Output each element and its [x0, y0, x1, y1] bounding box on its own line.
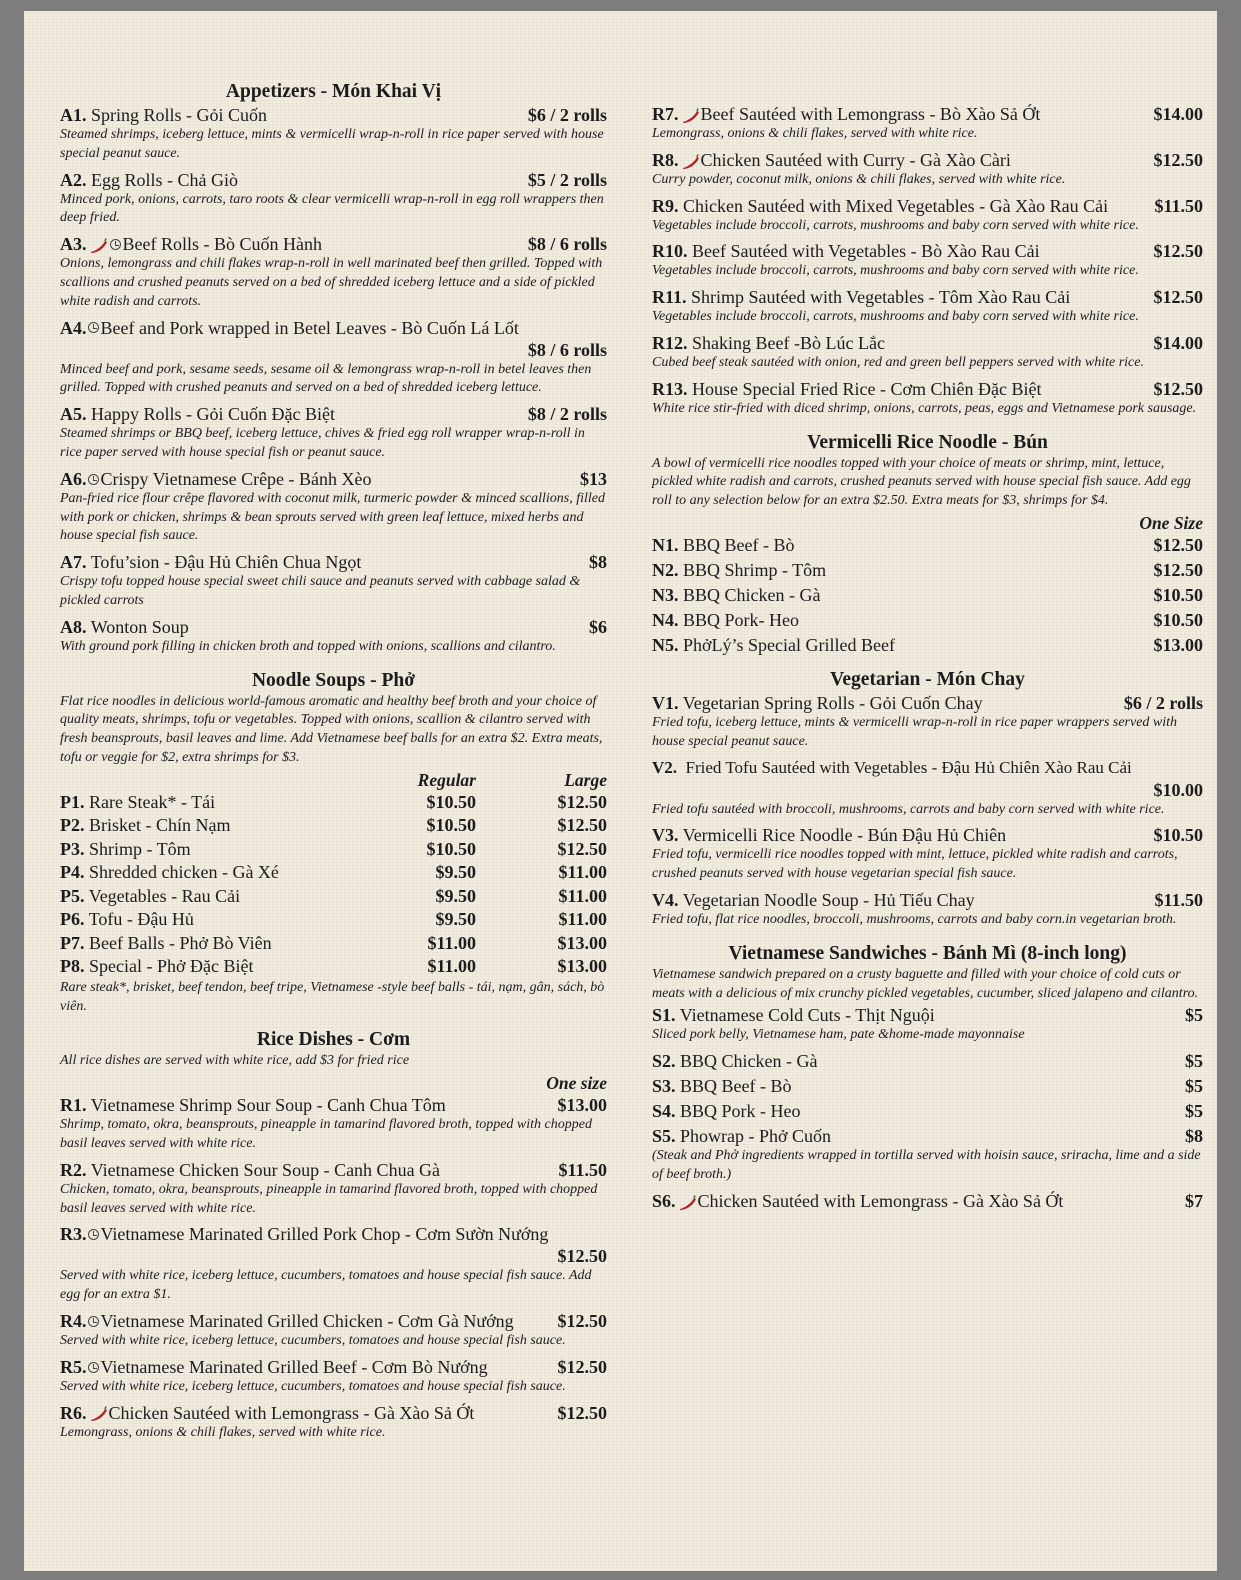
item-price: $8 [1185, 1126, 1203, 1147]
menu-item [652, 889, 1203, 930]
item-description: Vegetables include broccoli, carrots, mushrooms and baby corn served with white rice. [652, 217, 1139, 233]
menu-item [652, 195, 1203, 236]
item-name: BBQ Pork - Heo [680, 1101, 801, 1122]
item-code: P2. [60, 815, 85, 836]
item-name: Egg Rolls - Chả Giò [91, 169, 238, 190]
item-name: BBQ Pork- Heo [683, 609, 799, 630]
menu-item [652, 1190, 1203, 1212]
menu-item [652, 634, 1203, 656]
item-description: Cubed beef steak sautéed with onion, red and green bell peppers served with white rice. [652, 354, 1144, 370]
item-description: Lemongrass, onions & chili flakes, served with white rice. [652, 126, 978, 141]
item-code: S3. [652, 1076, 676, 1097]
item-code: P1. [60, 791, 85, 812]
menu-item [652, 1075, 1203, 1097]
item-code: R10. [652, 241, 688, 262]
item-name: PhởLý’s Special Grilled Beef [683, 634, 895, 655]
menu-item [652, 286, 1203, 327]
item-name: Beef Sautéed with Vegetables - Bò Xào Rau Cải [692, 241, 1040, 262]
item-code: V3. [652, 825, 679, 846]
size-label: One Size [1139, 512, 1203, 533]
item-code: R11. [652, 287, 687, 308]
item-price: $5 [1185, 1101, 1203, 1122]
item-code: V4. [652, 889, 679, 910]
item-name: BBQ Shrimp - Tôm [683, 559, 827, 580]
item-code: P7. [60, 932, 85, 953]
price-large: $11.00 [558, 885, 607, 906]
menu-page [24, 11, 1217, 1571]
menu-item [652, 1050, 1203, 1072]
menu-item [652, 1100, 1203, 1122]
price-regular: $10.50 [426, 815, 476, 836]
item-name: Beef and Pork wrapped in Betel Leaves - Bò Cuốn Lá Lốt [100, 317, 519, 338]
pho-row [60, 838, 607, 862]
item-price: $12.50 [557, 1246, 607, 1267]
item-description: Chicken, tomato, okra, beansprouts, pineapple in tamarind flavored broth, topped with chopped basil leaves served with white rice. [60, 1181, 598, 1216]
item-price: $8 / 2 rolls [527, 404, 607, 425]
item-price: $12.50 [1153, 559, 1203, 580]
item-price: $5 [1185, 1076, 1203, 1097]
item-code: R4. [60, 1310, 87, 1331]
item-name: Shaking Beef -Bò Lúc Lắc [692, 332, 885, 353]
item-price: $5 [1185, 1051, 1203, 1072]
item-name: Chicken Sautéed with Curry - Gà Xào Càri [700, 149, 1011, 170]
section-title: Vermicelli Rice Noodle - Bún [807, 431, 1048, 453]
item-description: Served with white rice, iceberg lettuce, cucumbers, tomatoes and house special fish sauce. [60, 1332, 566, 1348]
price-regular: $10.50 [426, 791, 476, 812]
grilled-icon [88, 474, 99, 485]
item-name: Spring Rolls - Gỏi Cuốn [91, 105, 268, 125]
item-name: Chicken Sautéed with Mixed Vegetables - Gà Xào Rau Cải [683, 195, 1109, 216]
item-code: A7. [60, 552, 87, 573]
item-description: Steamed shrimps or BBQ beef, iceberg lettuce, chives & fried egg roll wrapper wrap-n-roll in rice paper served with house special fish or peanut sauce. [60, 426, 585, 460]
grilled-icon [88, 1362, 99, 1373]
item-name: Shrimp Sautéed with Vegetables - Tôm Xào Rau Cải [691, 287, 1071, 308]
item-description: Vegetables include broccoli, carrots, mushrooms and baby corn served with white rice. [652, 263, 1139, 279]
item-name: Vietnamese Marinated Grilled Pork Chop - Cơm Sườn Nướng [100, 1224, 549, 1245]
pho-row [60, 791, 607, 815]
item-name: Brisket - Chín Nạm [89, 815, 231, 836]
item-name: Tofu’sion - Đậu Hủ Chiên Chua Ngọt [90, 552, 362, 573]
menu-item [652, 609, 1203, 631]
price-regular: $9.50 [435, 909, 476, 930]
pho-row [60, 932, 607, 956]
menu-item [60, 104, 607, 164]
grilled-icon [110, 239, 121, 250]
item-code: R2. [60, 1159, 87, 1180]
item-code: A3. [60, 234, 87, 255]
item-name: Vietnamese Marinated Grilled Beef - Cơm Bò Nướng [100, 1356, 488, 1377]
item-name: Vegetables - Rau Cải [88, 885, 241, 906]
section-title: Noodle Soups - Phở [251, 669, 416, 691]
item-name: House Special Fried Rice - Cơm Chiên Đặc Biệt [692, 378, 1042, 399]
price-regular: $10.50 [426, 838, 476, 859]
item-price: $5 / 2 rolls [527, 169, 607, 190]
item-price: $12.50 [557, 1402, 607, 1423]
item-description: Lemongrass, onions & chili flakes, served with white rice. [60, 1424, 386, 1440]
item-price: $10.50 [1153, 584, 1203, 605]
item-price: $11.50 [1154, 889, 1203, 910]
grilled-icon [88, 1316, 99, 1327]
price-large: $12.50 [557, 815, 607, 836]
pho-footnote: Rare steak*, brisket, beef tendon, beef tripe, Vietnamese -style beef balls - tái, nạm, gân, sách, bò viên. [60, 979, 605, 1014]
item-price: $5 [1185, 1005, 1203, 1026]
pho-section [60, 669, 607, 1017]
item-code: S1. [652, 1005, 676, 1026]
item-code: P4. [60, 862, 85, 883]
menu-item [652, 824, 1203, 884]
menu-item [60, 1310, 607, 1351]
item-price: $11.50 [558, 1159, 607, 1180]
pho-row [60, 908, 607, 932]
item-name: Vermicelli Rice Noodle - Bún Đậu Hủ Chiên [682, 825, 1007, 846]
menu-item [60, 551, 607, 611]
item-name: Vietnamese Chicken Sour Soup - Canh Chua Gà [90, 1159, 441, 1180]
item-code: S6. [652, 1190, 676, 1211]
item-price: $13.00 [557, 1095, 607, 1116]
size-label: One size [546, 1073, 607, 1094]
item-code: R13. [652, 378, 688, 399]
item-description: Sliced pork belly, Vietnamese ham, pate &home-made mayonnaise [652, 1027, 1025, 1043]
item-code: S5. [652, 1126, 676, 1147]
item-name: Beef Rolls - Bò Cuốn Hành [122, 234, 322, 255]
item-description: Vegetables include broccoli, carrots, mushrooms and baby corn served with white rice. [652, 309, 1139, 325]
item-name: Chicken Sautéed with Lemongrass - Gà Xào Sả Ớt [108, 1402, 475, 1423]
item-price: $7 [1185, 1190, 1203, 1211]
menu-item [652, 332, 1203, 373]
item-name: Beef Sautéed with Lemongrass - Bò Xào Sả Ớt [700, 104, 1041, 124]
item-price: $14.00 [1153, 332, 1203, 353]
item-price: $12.50 [1153, 287, 1203, 308]
chili-icon [677, 1195, 697, 1211]
item-price: $10.50 [1153, 609, 1203, 630]
item-name: Vietnamese Shrimp Sour Soup - Canh Chua Tôm [90, 1095, 446, 1116]
menu-item [60, 233, 607, 311]
rice-section [60, 1028, 607, 1442]
menu-item [652, 149, 1203, 190]
item-name: Rare Steak* - Tái [89, 791, 216, 812]
item-price: $11.50 [1154, 195, 1203, 216]
item-code: A2. [60, 169, 87, 190]
size-large-label: Large [564, 769, 607, 790]
item-name: Tofu - Đậu Hủ [88, 909, 194, 930]
item-code: R9. [652, 195, 679, 216]
item-price: $12.50 [1153, 241, 1203, 262]
item-description: With ground pork filling in chicken broth and topped with onions, scallions and cilantro. [60, 638, 556, 654]
item-description: Fried tofu, vermicelli rice noodles topped with mint, lettuce, pickled white radish and carrots, crushed peanuts served with house vegetarian special fish sauce. [652, 847, 1178, 882]
menu-item [652, 692, 1203, 752]
item-description: Onions, lemongrass and chili flakes wrap-n-roll in well marinated beef then grilled. Topped with scallions and crushed peanuts served on a bed of shredded iceberg lettuce and a side of pickled white radish and carrots. [60, 256, 603, 309]
price-regular: $11.00 [427, 932, 476, 953]
menu-item [60, 1402, 607, 1443]
price-large: $12.50 [557, 838, 607, 859]
item-description: Minced beef and pork, sesame seeds, sesame oil & lemongrass wrap-n-roll in betel leaves then grilled. Topped with crushed peanuts and served on a bed of shredded iceberg lettuce. [60, 361, 592, 396]
item-name: Shredded chicken - Gà Xé [89, 862, 279, 883]
item-code: N1. [652, 534, 679, 555]
item-price: $14.00 [1153, 104, 1203, 124]
item-name: Special - Phở Đặc Biệt [89, 956, 254, 977]
price-large: $11.00 [558, 909, 607, 930]
pho-row [60, 861, 607, 885]
item-code: R8. [652, 149, 679, 170]
item-name: Shrimp - Tôm [89, 838, 191, 859]
menu-item [60, 317, 607, 399]
item-description: Fried tofu, iceberg lettuce, mints & vermicelli wrap-n-roll in rice paper wrappers served with house special peanut sauce. [652, 714, 1178, 749]
item-description: Minced pork, onions, carrots, taro roots & clear vermicelli wrap-n-roll in egg roll wrappers then deep fried. [60, 191, 604, 226]
vegetarian-section [652, 668, 1203, 930]
item-code: N5. [652, 634, 679, 655]
item-description: Fried tofu sautéed with broccoli, mushrooms, carrots and baby corn served with white rice. [652, 801, 1165, 817]
section-title: Appetizers - Món Khai Vị [225, 81, 442, 102]
menu-item [60, 1159, 607, 1219]
menu-item [60, 1094, 607, 1154]
menu-item [652, 378, 1203, 419]
item-price: $6 / 2 rolls [527, 105, 607, 125]
item-name: Vietnamese Cold Cuts - Thịt Nguội [679, 1005, 935, 1026]
item-code: R3. [60, 1224, 87, 1245]
menu-item [652, 103, 1203, 144]
item-name: BBQ Chicken - Gà [683, 584, 821, 605]
price-large: $13.00 [557, 956, 607, 977]
item-code: A6. [60, 468, 87, 489]
item-code: R12. [652, 332, 688, 353]
item-description: Served with white rice, iceberg lettuce, cucumbers, tomatoes and house special fish sauce. Add egg for an extra $1. [60, 1268, 592, 1303]
item-price: $12.50 [557, 1356, 607, 1377]
menu-item [60, 169, 607, 229]
item-price: $8 [589, 552, 607, 573]
menu-column-left [60, 11, 607, 1454]
item-code: N4. [652, 609, 679, 630]
item-code: P6. [60, 909, 85, 930]
pho-row [60, 814, 607, 838]
item-price: $12.50 [557, 1310, 607, 1331]
section-description: A bowl of vermicelli rice noodles topped with your choice of meats or shrimp, mint, lettuce, pickled white radish and carrots, crushed peanuts served with house special fish sauce. Add egg roll to any selection below for an extra $2.50. Extra meats for $3, shrimps for $4. [652, 455, 1191, 509]
item-code: R7. [652, 104, 679, 124]
item-code: S2. [652, 1051, 676, 1072]
item-price: $6 / 2 rolls [1123, 692, 1203, 713]
item-code: N2. [652, 559, 679, 580]
item-price: $12.50 [1153, 378, 1203, 399]
item-code: P5. [60, 885, 85, 906]
item-price: $13 [580, 468, 607, 489]
bun-section [652, 431, 1203, 656]
chili-icon [680, 154, 700, 170]
item-name: Happy Rolls - Gỏi Cuốn Đặc Biệt [91, 404, 335, 425]
menu-item [60, 403, 607, 463]
item-name: BBQ Beef - Bò [683, 534, 795, 555]
section-title: Vietnamese Sandwiches - Bánh Mì (8-inch long) [728, 942, 1127, 964]
appetizers-section [60, 80, 607, 657]
chili-icon [88, 238, 108, 254]
item-code: S4. [652, 1101, 676, 1122]
menu-item [60, 616, 607, 657]
sandwiches-section [652, 942, 1203, 1212]
item-description: Steamed shrimps, iceberg lettuce, mints & vermicelli wrap-n-roll in rice paper served with house special peanut sauce. [60, 127, 604, 161]
item-price: $8 / 6 rolls [527, 339, 607, 360]
item-code: N3. [652, 584, 679, 605]
item-description: White rice stir-fried with diced shrimp, onions, carrots, peas, eggs and Vietnamese pork sausage. [652, 400, 1197, 416]
item-name: BBQ Beef - Bò [680, 1076, 792, 1097]
section-description: Vietnamese sandwich prepared on a crusty baguette and filled with your choice of cold cuts or meats with a delicious of mix crunchy pickled vegetables, cucumber, sliced jalapeno and cilantro. [652, 966, 1199, 1001]
item-price: $13.00 [1153, 634, 1203, 655]
item-price: $12.50 [1153, 149, 1203, 170]
price-large: $11.00 [558, 862, 607, 883]
item-description: Curry powder, coconut milk, onions & chili flakes, served with white rice. [652, 171, 1066, 187]
chili-icon [680, 108, 700, 124]
item-code: V1. [652, 692, 679, 713]
item-name: Vegetarian Noodle Soup - Hủ Tiếu Chay [682, 889, 975, 910]
menu-item [652, 584, 1203, 606]
section-description: Flat rice noodles in delicious world-famous aromatic and healthy beef broth and your choice of quality meats, shrimps, tofu or vegetables. Topped with onions, scallion & cilantro served with fresh beansprouts, basil leaves and lime. Add Vietnamese beef balls for an extra $2. Extra meats, tofu or veggie for $2, extra shrimps for $3. [60, 693, 603, 765]
menu-item [60, 468, 607, 546]
menu-item [652, 559, 1203, 581]
item-name: Phowrap - Phở Cuốn [680, 1126, 832, 1147]
price-large: $13.00 [557, 932, 607, 953]
item-code: P8. [60, 956, 85, 977]
price-regular: $11.00 [427, 956, 476, 977]
item-name: Wonton Soup [90, 616, 189, 637]
item-code: A4. [60, 317, 87, 338]
section-description: All rice dishes are served with white rice, add $3 for fried rice [60, 1053, 410, 1069]
item-code: A5. [60, 404, 87, 425]
item-description: Shrimp, tomato, okra, beansprouts, pineapple in tamarind flavored broth, topped with chopped basil leaves served with white rice. [60, 1117, 592, 1151]
item-price: $10.50 [1153, 825, 1203, 846]
item-description: Crispy tofu topped house special sweet chili sauce and peanuts served with cabbage salad & pickled carrots [60, 574, 581, 608]
menu-column-right [652, 11, 1203, 1224]
item-name: Vegetarian Spring Rolls - Gỏi Cuốn Chay [682, 692, 983, 713]
pho-row [60, 885, 607, 909]
item-code: P3. [60, 838, 85, 859]
item-price: $10.00 [1153, 779, 1203, 800]
price-large: $12.50 [557, 791, 607, 812]
pho-row [60, 955, 607, 979]
item-description: Pan-fried rice flour crêpe flavored with coconut milk, turmeric powder & minced scallions, filled with pork or chicken, shrimps & bean sprouts served with green leaf lettuce, mixed herbs and house special fish sauce. [60, 490, 605, 544]
item-description: Fried tofu, flat rice noodles, broccoli, mushrooms, carrots and baby corn.in vegetarian broth. [652, 911, 1177, 927]
section-title: Vegetarian - Món Chay [830, 668, 1025, 690]
item-name: BBQ Chicken - Gà [680, 1051, 818, 1072]
item-description: Served with white rice, iceberg lettuce, cucumbers, tomatoes and house special fish sauce. [60, 1378, 566, 1394]
item-name: Crispy Vietnamese Crêpe - Bánh Xèo [100, 468, 372, 489]
item-code: A8. [60, 616, 87, 637]
menu-item [652, 1125, 1203, 1185]
item-code: R5. [60, 1356, 87, 1377]
item-name: Chicken Sautéed with Lemongrass - Gà Xào Sả Ớt [697, 1190, 1064, 1211]
grilled-icon [88, 322, 99, 333]
chili-icon [88, 1406, 108, 1422]
menu-item [652, 1004, 1203, 1045]
item-name: Vietnamese Marinated Grilled Chicken - Cơm Gà Nướng [100, 1310, 514, 1331]
item-code: R1. [60, 1095, 87, 1116]
size-regular-label: Regular [417, 769, 476, 790]
section-title: Rice Dishes - Cơm [256, 1029, 411, 1051]
menu-item [60, 1223, 607, 1305]
item-description: (Steak and Phở ingredients wrapped in tortilla served with hoisin sauce, sriracha, lime and a side of beef broth.) [652, 1148, 1201, 1182]
menu-item [652, 534, 1203, 556]
price-regular: $9.50 [435, 885, 476, 906]
item-code: V2. [652, 757, 678, 777]
menu-item [60, 1356, 607, 1397]
menu-item [652, 240, 1203, 281]
rice-section-continued [652, 103, 1203, 419]
item-price: $12.50 [1153, 534, 1203, 555]
menu-item [652, 757, 1203, 820]
item-name: Fried Tofu Sautéed with Vegetables - Đậu Hủ Chiên Xào Rau Cải [685, 757, 1132, 777]
price-regular: $9.50 [435, 862, 476, 883]
size-header [60, 769, 607, 791]
item-price: $8 / 6 rolls [527, 234, 607, 255]
grilled-icon [88, 1229, 99, 1240]
item-code: A1. [60, 105, 87, 125]
item-name: Beef Balls - Phở Bò Viên [89, 932, 272, 953]
item-price: $6 [589, 616, 607, 637]
item-code: R6. [60, 1402, 87, 1423]
